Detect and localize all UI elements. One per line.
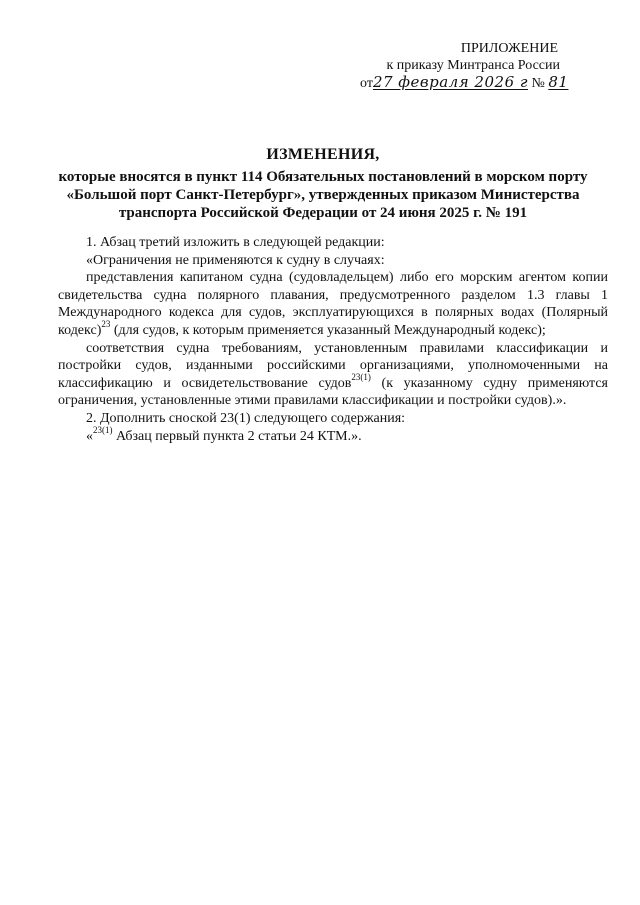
paragraph-4-text: соответствия судна требованиям, установленным правилами классификации и постройки судов, изданными российскими организациями, уполномоченными на классификацию и освидетельствование судов [58, 340, 608, 391]
paragraph-4-tail: (к указанному судну применяются ограничения, установленные этими правилами классификации и постройки судов).». [58, 375, 608, 409]
paragraph-4 [58, 340, 608, 410]
appendix-from-prefix: от [360, 76, 373, 91]
handwritten-number: 81 [548, 73, 569, 91]
handwritten-date: 27 февраля 2026 г [372, 73, 528, 91]
paragraph-2: «Ограничения не применяются к судну в случаях: [86, 252, 385, 268]
paragraph-6-open-quote: « [86, 428, 93, 444]
paragraph-1: 1. Абзац третий изложить в следующей редакции: [86, 235, 385, 250]
footnote-ref-23: 23 [101, 319, 111, 330]
document-heading [40, 146, 606, 222]
paragraph-5: 2. Дополнить сноской 23(1) следующего содержания: [86, 410, 406, 426]
paragraph-6 [58, 424, 608, 446]
heading-subtitle: которые вносятся в пункт 114 Обязательных постановлений в морском порту «Большой порт Санкт-Петербург», утвержденных приказом Министерства транспорта Российской Федерации от 24 июня 2025 г. № 191 [58, 169, 588, 221]
document-body [58, 234, 608, 445]
heading-title: ИЗМЕНЕНИЯ, [266, 146, 380, 163]
paragraph-3 [58, 269, 608, 339]
appendix-date-line [360, 73, 569, 92]
appendix-order-ref: к приказу Минтранса России [386, 58, 560, 73]
appendix-block [360, 40, 569, 92]
appendix-title: ПРИЛОЖЕНИЕ [460, 41, 558, 56]
paragraph-6-text: Абзац первый пункта 2 статьи 24 КТМ.». [112, 428, 362, 444]
paragraph-3-tail: (для судов, к которым применяется указанный Международный кодекс); [110, 322, 546, 338]
appendix-number-prefix: № [531, 76, 545, 91]
paragraph-3-text: представления капитаном судна (судовладельцем) либо его морским агентом копии свидетельства судна полярного плавания, предусмотренного разделом 1.3 главы 1 Международного кодекса для судов, эксплуатирующихся в полярных водах (Полярный кодекс) [58, 270, 608, 338]
footnote-ref-23-1: 23(1) [351, 372, 371, 383]
footnote-mark-23-1: 23(1) [93, 424, 113, 435]
